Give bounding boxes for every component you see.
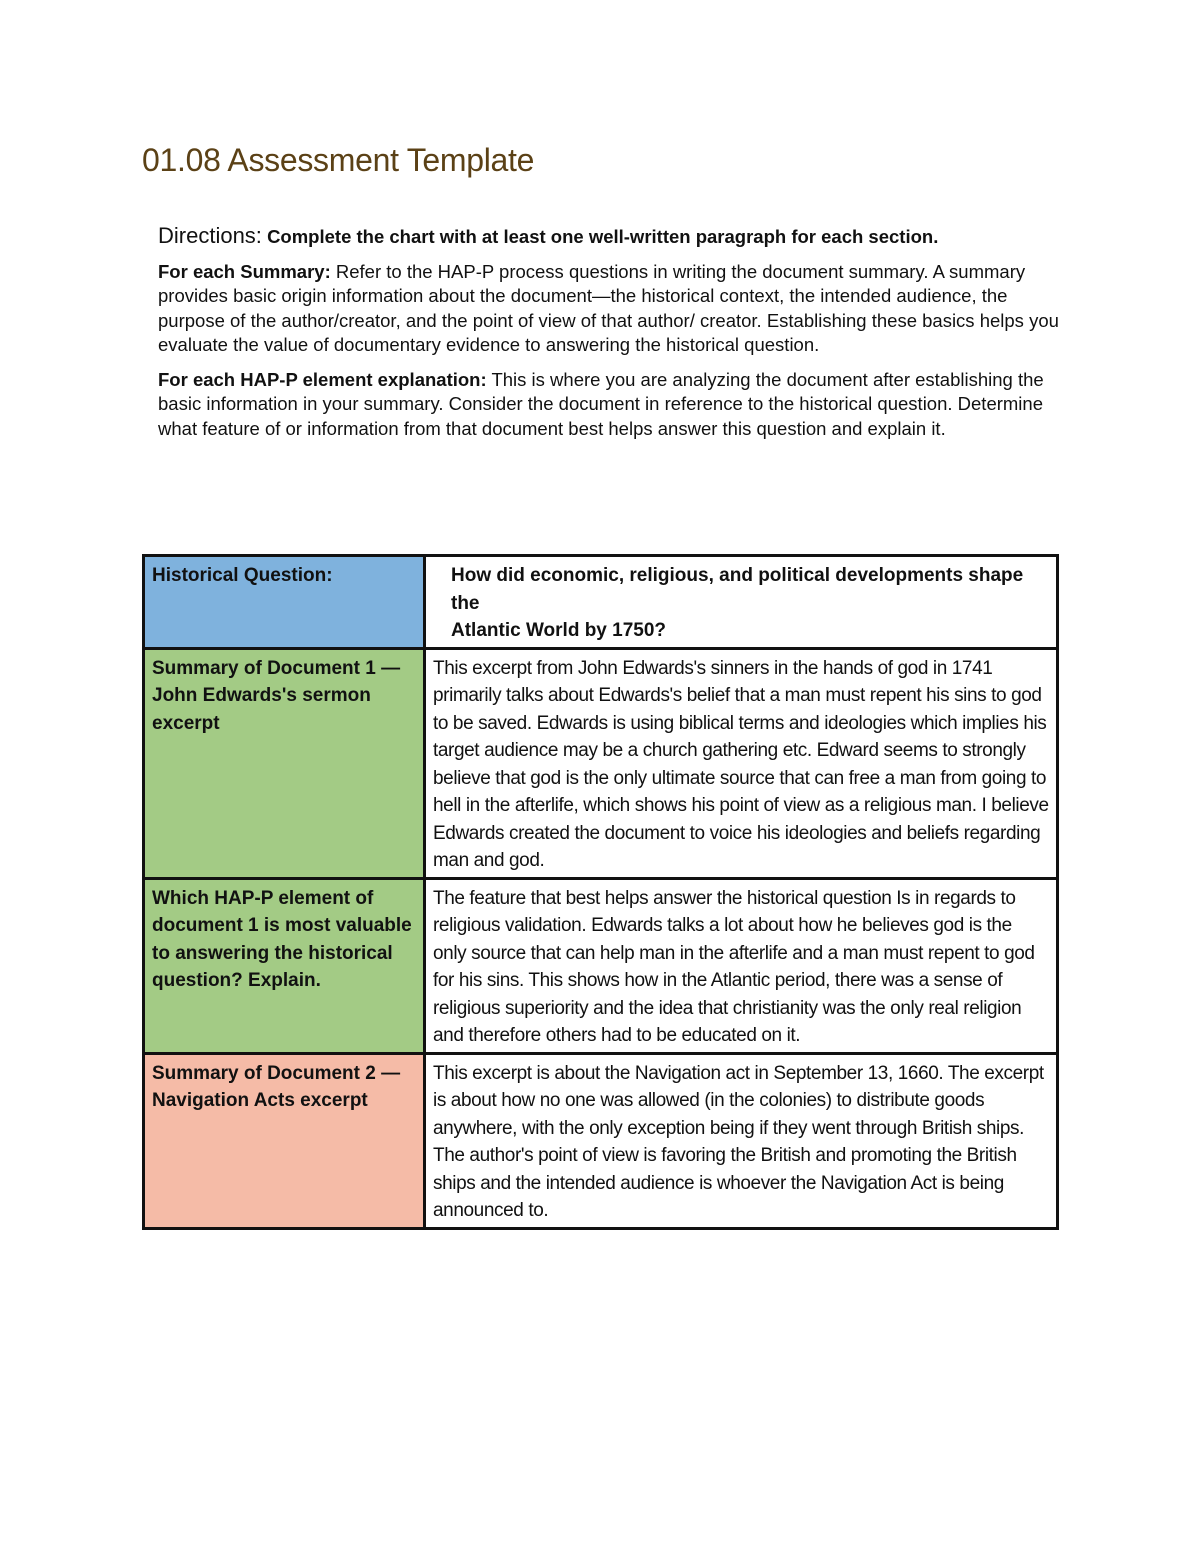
summary-instructions <box>158 260 1068 358</box>
summary-instructions-label: For each Summary: <box>158 260 331 282</box>
historical-question-line2: Atlantic World by 1750? <box>451 620 667 641</box>
doc2-summary-text[interactable]: This excerpt is about the Navigation act in September 13, 1660. The excerpt is about how no one was allowed (in the colonies) to distribute goods anywhere, with the only exception being if they went through British ships. The author's point of view is favoring the British and promoting the British ships and the intended audience is whoever the Navigation Act is being announced to. <box>425 1053 1058 1228</box>
doc2-summary-row <box>144 1053 1058 1228</box>
doc1-element-text[interactable]: The feature that best helps answer the historical question Is in regards to religious validation. Edwards talks a lot about how he believes god is the only source that can help man in the afterlife and a man must repent to god for his sins. This shows how in the Atlantic period, there was a sense of religious superiority and the idea that christianity was the only real religion and therefore others had to be educated on it. <box>425 878 1058 1053</box>
directions-label: Directions: <box>158 223 262 248</box>
directions-text: Complete the chart with at least one well-written paragraph for each section. <box>267 226 939 247</box>
page-title: 01.08 Assessment Template <box>142 142 535 178</box>
doc1-summary-row <box>144 648 1058 878</box>
historical-question-text <box>425 556 1058 649</box>
directions-block <box>158 224 1068 451</box>
directions-paragraph <box>158 224 1068 250</box>
historical-question-line1: How did economic, religious, and political developments shape the <box>451 565 1024 614</box>
doc1-summary-label: Summary of Document 1 —John Edwards's sermon excerpt <box>144 648 425 878</box>
historical-question-row <box>144 556 1058 649</box>
doc1-element-row <box>144 878 1058 1053</box>
element-instructions-label: For each HAP-P element explanation: <box>158 368 487 390</box>
historical-question-label: Historical Question: <box>144 556 425 649</box>
doc1-element-label: Which HAP-P element of document 1 is most valuable to answering the historical question? Explain. <box>144 878 425 1053</box>
doc1-summary-text[interactable]: This excerpt from John Edwards's sinners in the hands of god in 1741 primarily talks about Edwards's belief that a man must repent his sins to god to be saved. Edwards is using biblical terms and ideologies which implies his target audience may be a church gathering etc. Edward seems to strongly believe that god is the only ultimate source that can free a man from going to hell in the afterlife, which shows his point of view as a religious man. I believe Edwards created the document to voice his ideologies and beliefs regarding man and god. <box>425 648 1058 878</box>
element-instructions-text: This is where you are analyzing the document after establishing the basic information in your summary. Consider the document in reference to the historical question. Determine what feature of or information from that document best helps answer this question and explain it. <box>158 368 1044 439</box>
summary-instructions-text: Refer to the HAP-P process questions in writing the document summary. A summary provides basic origin information about the document—the historical context, the intended audience, the purpose of the author/creator, and the point of view of that author/ creator. Establishing these basics helps you evaluate the value of documentary evidence to answering the historical question. <box>158 260 1059 355</box>
doc2-summary-label: Summary of Document 2 —Navigation Acts excerpt <box>144 1053 425 1228</box>
assessment-chart <box>142 554 1059 1230</box>
element-instructions <box>158 368 1068 442</box>
